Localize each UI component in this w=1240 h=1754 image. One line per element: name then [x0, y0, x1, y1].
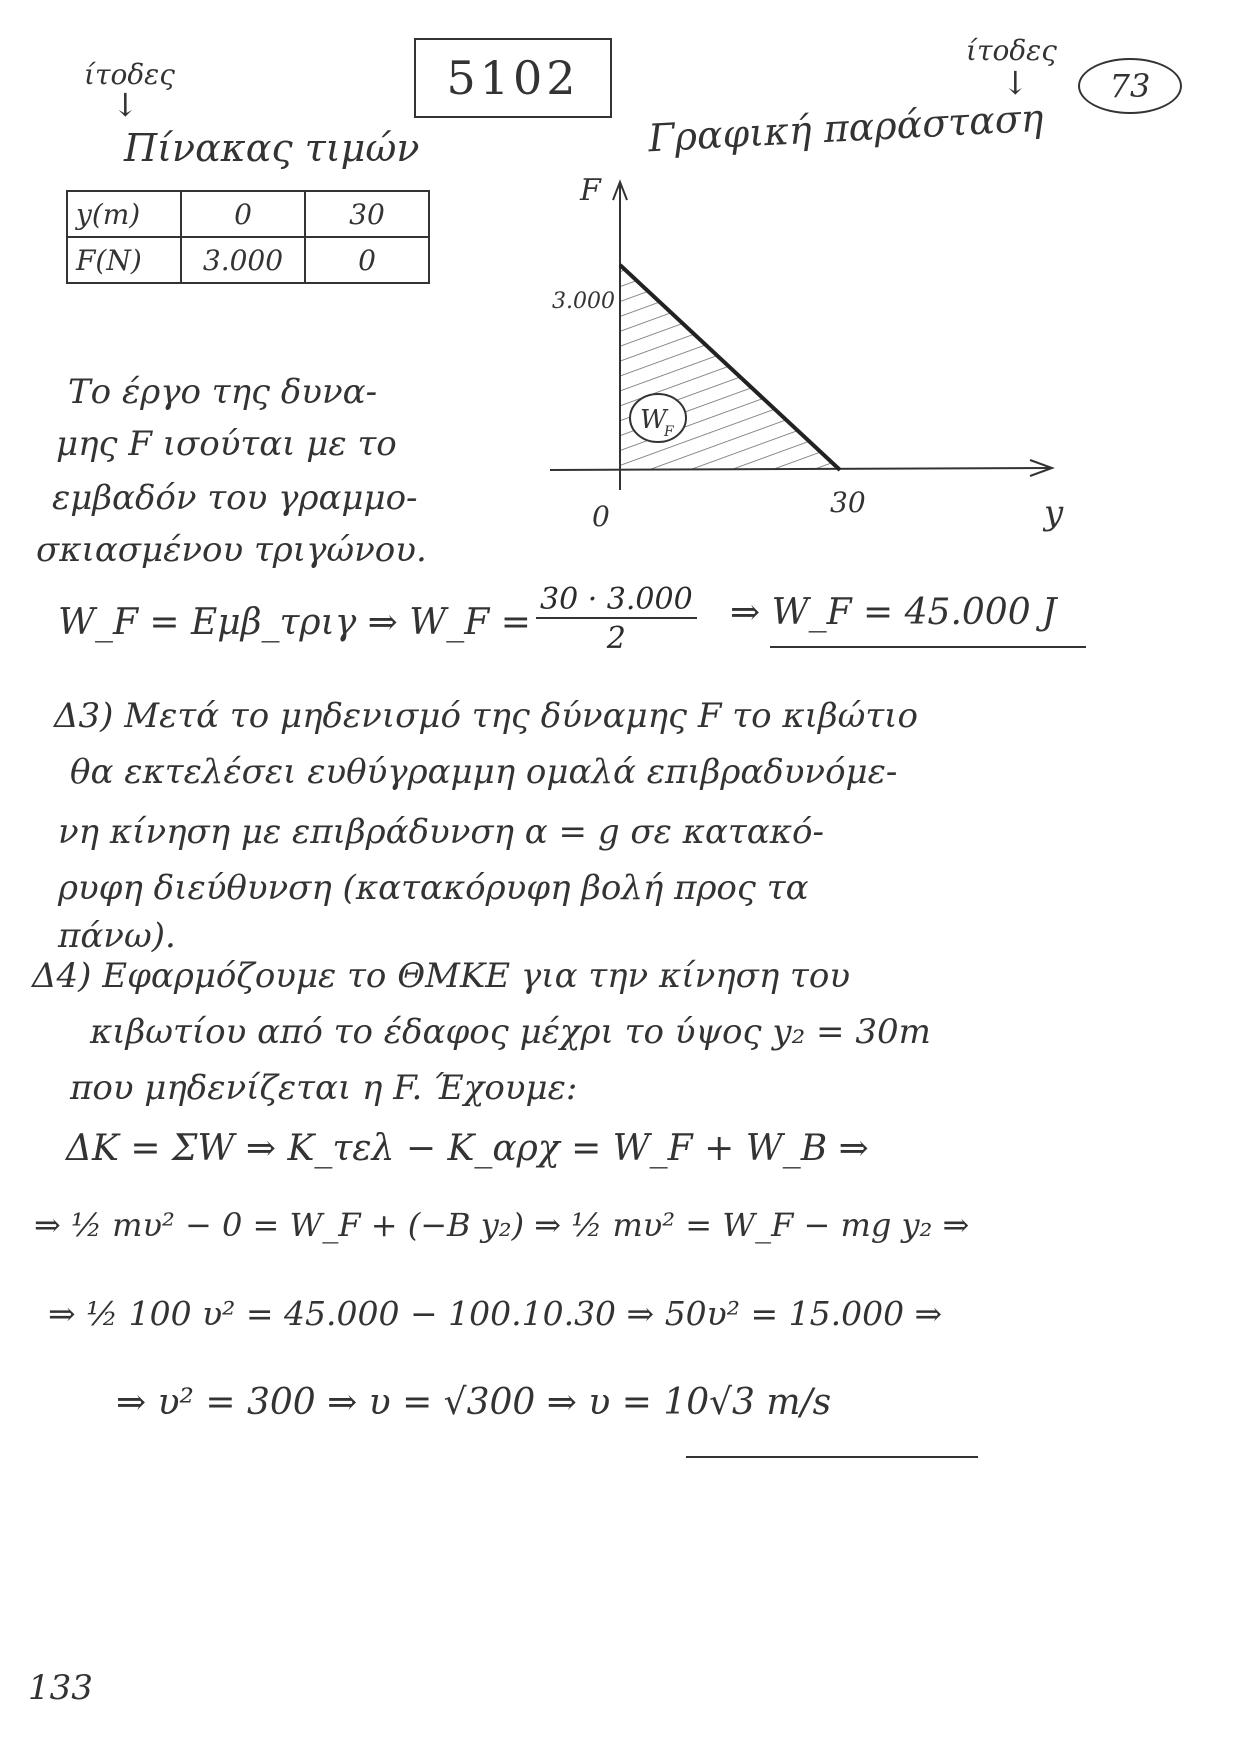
y-tick-label: 3.000 — [552, 289, 615, 314]
fraction — [536, 582, 697, 656]
document-code-box: 5102 — [414, 38, 612, 118]
area-label-subscript: F — [664, 424, 674, 440]
text-line: κιβωτίου από το έδαφος μέχρι το ύψος y₂ = 30m — [90, 1012, 931, 1052]
f-axis-label: F — [580, 173, 601, 208]
calculation-line: ⇒ ½ mυ² − 0 = W_F + (−B y₂) ⇒ ½ mυ² = W_F − mg y₂ ⇒ — [34, 1206, 970, 1244]
text-line: εμβαδόν του γραμμο- — [52, 478, 418, 518]
equation-result: ⇒ W_F = 45.000 J — [730, 592, 1057, 633]
text-line: μης F ισούται με το — [56, 424, 397, 464]
graph-title: Γραφική παράσταση — [647, 95, 1045, 161]
fraction-numerator: 30 · 3.000 — [536, 582, 697, 619]
text-line: θα εκτελέσει ευθύγραμμη ομαλά επιβραδυνόμε- — [70, 752, 898, 792]
calculation-line: ⇒ υ² = 300 ⇒ υ = √300 ⇒ υ = 10√3 m/s — [116, 1382, 832, 1423]
left-arrow-icon: ↓ — [112, 86, 139, 124]
table-cell: 3.000 — [181, 237, 305, 283]
values-table — [66, 190, 430, 284]
area-label: W — [640, 405, 667, 435]
text-line: Δ3) Μετά το μηδενισμό της δύναμης F το κιβώτιο — [54, 696, 918, 736]
table-row-label: F(N) — [67, 237, 181, 283]
text-line: Το έργο της δυνα- — [68, 372, 378, 412]
table-cell: 0 — [181, 191, 305, 237]
calculation-line: ΔK = ΣW ⇒ K_τελ − K_αρχ = W_F + W_B ⇒ — [66, 1128, 869, 1169]
table-cell: 0 — [305, 237, 429, 283]
page-number: 133 — [28, 1668, 93, 1708]
page-circle-number: 73 — [1078, 58, 1182, 114]
calculation-line: ⇒ ½ 100 υ² = 45.000 − 100.10.30 ⇒ 50υ² = 15.000 ⇒ — [48, 1294, 943, 1333]
equation-work: W_F = Εμβ_τριγ ⇒ W_F = — [58, 602, 531, 643]
text-line: σκιασμένου τριγώνου. — [36, 530, 427, 570]
force-graph — [530, 170, 1090, 540]
left-margin-note: ίτοδες — [84, 58, 175, 91]
x-axis-label: y — [1044, 493, 1064, 533]
table-row — [67, 191, 429, 237]
right-arrow-icon: ↓ — [1002, 64, 1029, 102]
text-line: Δ4) Εφαρμόζουμε το ΘΜΚΕ για την κίνηση του — [32, 956, 850, 996]
table-row-label: y(m) — [67, 191, 181, 237]
table-title: Πίνακας τιμών — [124, 126, 420, 170]
text-line: πάνω). — [58, 916, 176, 956]
result-underline — [770, 646, 1086, 648]
fraction-denominator: 2 — [606, 621, 626, 656]
table-cell: 30 — [305, 191, 429, 237]
origin-label: 0 — [592, 500, 610, 533]
x-tick-label: 30 — [830, 486, 866, 519]
text-line: που μηδενίζεται η F. Έχουμε: — [70, 1068, 578, 1108]
text-line: ρυφη διεύθυνση (κατακόρυφη βολή προς τα — [58, 868, 809, 908]
text-line: νη κίνηση με επιβράδυνση α = g σε κατακό- — [58, 812, 824, 852]
final-answer-underline — [686, 1456, 978, 1458]
right-margin-note: ίτοδες — [966, 34, 1057, 67]
table-row — [67, 237, 429, 283]
